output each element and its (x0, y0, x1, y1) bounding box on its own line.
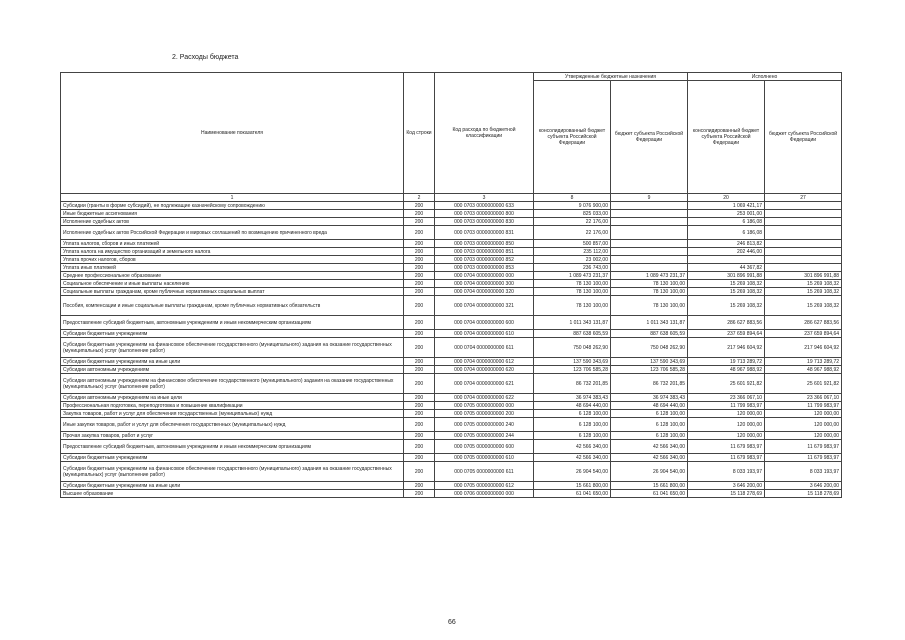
row-executed-consolidated: 15 269 108,32 (688, 280, 765, 288)
row-approved-subject: 78 130 100,00 (611, 288, 688, 296)
row-executed-subject: 8 033 193,97 (765, 462, 842, 482)
row-name: Социальные выплаты гражданам, кроме публичных нормативных социальных выплат (61, 288, 404, 296)
row-budget-code: 000 0704 0000000000 300 (435, 280, 534, 288)
row-budget-code: 000 0703 0000000000 830 (435, 218, 534, 226)
row-executed-consolidated: 6 186,08 (688, 218, 765, 226)
row-approved-subject (611, 256, 688, 264)
row-approved-subject: 78 130 100,00 (611, 296, 688, 316)
row-budget-code: 000 0705 0000000000 240 (435, 418, 534, 432)
table-row (61, 440, 842, 454)
row-line-code: 200 (404, 296, 435, 316)
row-approved-consolidated: 61 041 650,00 (534, 490, 611, 498)
row-executed-consolidated: 25 601 921,82 (688, 374, 765, 394)
row-executed-subject: 120 000,00 (765, 418, 842, 432)
row-executed-subject: 217 946 604,92 (765, 338, 842, 358)
row-executed-consolidated: 202 446,00 (688, 248, 765, 256)
column-number: 9 (611, 194, 688, 202)
row-executed-consolidated: 120 000,00 (688, 410, 765, 418)
budget-expenses-table (60, 72, 842, 498)
column-number: 8 (534, 194, 611, 202)
row-approved-subject (611, 218, 688, 226)
column-number: 3 (435, 194, 534, 202)
row-executed-subject (765, 248, 842, 256)
row-name: Уплата прочих налогов, сборов (61, 256, 404, 264)
row-name: Субсидии бюджетным учреждениям на финансовое обеспечение государственного (муниципального) задания на оказание государственных (муниципальных) услуг (выполнение работ) (61, 462, 404, 482)
row-line-code: 200 (404, 358, 435, 366)
row-name: Субсидии (гранты в форме субсидий), не подлежащие казначейскому сопровождению (61, 202, 404, 210)
row-executed-subject (765, 226, 842, 240)
row-executed-consolidated: 11 679 983,97 (688, 454, 765, 462)
row-approved-consolidated: 86 732 201,85 (534, 374, 611, 394)
row-approved-consolidated: 26 904 540,00 (534, 462, 611, 482)
row-executed-subject: 120 000,00 (765, 432, 842, 440)
row-approved-consolidated: 78 130 100,00 (534, 296, 611, 316)
row-line-code: 200 (404, 226, 435, 240)
row-line-code: 200 (404, 280, 435, 288)
header-approved-subject: бюджет субъекта Российской Федерации (611, 81, 688, 194)
row-line-code: 200 (404, 462, 435, 482)
row-name: Субсидии бюджетным учреждениям на иные цели (61, 358, 404, 366)
row-name: Исполнение судебных актов Российской Федерации и мировых соглашений по возмещению причиненного вреда (61, 226, 404, 240)
row-approved-consolidated: 500 857,00 (534, 240, 611, 248)
row-budget-code: 000 0703 0000000000 831 (435, 226, 534, 240)
row-executed-subject: 15 269 108,32 (765, 288, 842, 296)
row-name: Закупка товаров, работ и услуг для обеспечения государственных (муниципальных) нужд (61, 410, 404, 418)
header-line-code: Код строки (404, 73, 435, 194)
header-executed-subject: бюджет субъекта Российской Федерации (765, 81, 842, 194)
row-name: Субсидии бюджетным учреждениям на иные цели (61, 482, 404, 490)
row-line-code: 200 (404, 316, 435, 330)
row-budget-code: 000 0704 0000000000 321 (435, 296, 534, 316)
row-approved-consolidated: 6 128 100,00 (534, 410, 611, 418)
header-group-approved: Утвержденные бюджетные назначения (534, 73, 688, 81)
row-budget-code: 000 0703 0000000000 633 (435, 202, 534, 210)
table-row (61, 256, 842, 264)
section-title: 2. Расходы бюджета (172, 54, 239, 61)
row-name: Социальное обеспечение и иные выплаты населению (61, 280, 404, 288)
row-budget-code: 000 0703 0000000000 800 (435, 210, 534, 218)
table-row (61, 202, 842, 210)
row-name: Уплата налогов, сборов и иных платежей (61, 240, 404, 248)
row-executed-subject: 11 679 983,97 (765, 440, 842, 454)
row-budget-code: 000 0704 0000000000 320 (435, 288, 534, 296)
row-approved-subject: 1 089 473 231,37 (611, 272, 688, 280)
column-number: 1 (61, 194, 404, 202)
row-line-code: 200 (404, 374, 435, 394)
row-executed-subject: 3 646 200,00 (765, 482, 842, 490)
row-budget-code: 000 0704 0000000000 612 (435, 358, 534, 366)
row-approved-consolidated: 123 706 585,28 (534, 366, 611, 374)
row-budget-code: 000 0705 0000000000 600 (435, 440, 534, 454)
row-name: Исполнение судебных актов (61, 218, 404, 226)
row-approved-consolidated: 48 694 440,00 (534, 402, 611, 410)
row-budget-code: 000 0705 0000000000 244 (435, 432, 534, 440)
row-approved-consolidated: 235 112,00 (534, 248, 611, 256)
table-body (61, 202, 842, 498)
row-name: Субсидии бюджетным учреждениям (61, 454, 404, 462)
row-executed-subject: 120 000,00 (765, 410, 842, 418)
row-executed-consolidated: 23 366 067,10 (688, 394, 765, 402)
row-name: Профессиональная подготовка, переподготовка и повышение квалификации (61, 402, 404, 410)
row-name: Субсидии автономным учреждениям (61, 366, 404, 374)
row-executed-consolidated (688, 256, 765, 264)
table-row (61, 432, 842, 440)
row-executed-consolidated: 15 118 278,69 (688, 490, 765, 498)
row-budget-code: 000 0705 0000000000 200 (435, 410, 534, 418)
row-executed-consolidated: 286 627 883,56 (688, 316, 765, 330)
row-executed-subject: 19 713 289,72 (765, 358, 842, 366)
row-executed-subject: 48 967 988,92 (765, 366, 842, 374)
row-approved-subject: 6 128 100,00 (611, 410, 688, 418)
row-approved-consolidated: 78 130 100,00 (534, 288, 611, 296)
row-approved-subject (611, 210, 688, 218)
table-row (61, 226, 842, 240)
row-name: Иные бюджетные ассигнования (61, 210, 404, 218)
row-approved-consolidated: 825 033,00 (534, 210, 611, 218)
table-row (61, 402, 842, 410)
table-row (61, 462, 842, 482)
row-executed-subject (765, 218, 842, 226)
row-budget-code: 000 0703 0000000000 852 (435, 256, 534, 264)
row-approved-consolidated: 42 566 340,00 (534, 454, 611, 462)
row-line-code: 200 (404, 490, 435, 498)
row-approved-subject: 6 128 100,00 (611, 432, 688, 440)
row-executed-consolidated: 1 069 421,17 (688, 202, 765, 210)
row-line-code: 200 (404, 440, 435, 454)
row-approved-consolidated: 22 176,00 (534, 226, 611, 240)
row-approved-subject: 887 638 605,59 (611, 330, 688, 338)
column-number: 2 (404, 194, 435, 202)
row-approved-consolidated: 9 076 900,00 (534, 202, 611, 210)
row-name: Субсидии автономным учреждениям на финансовое обеспечение государственного (муниципального) задания на оказание государственных (муниципальных) услуг (выполнение работ) (61, 374, 404, 394)
table-row (61, 316, 842, 330)
row-approved-subject (611, 264, 688, 272)
row-line-code: 200 (404, 338, 435, 358)
row-executed-subject (765, 202, 842, 210)
table-row (61, 490, 842, 498)
row-executed-subject: 301 896 991,88 (765, 272, 842, 280)
row-approved-subject: 1 011 343 131,87 (611, 316, 688, 330)
row-line-code: 200 (404, 432, 435, 440)
row-line-code: 200 (404, 410, 435, 418)
row-name: Субсидии бюджетным учреждениям (61, 330, 404, 338)
row-line-code: 200 (404, 210, 435, 218)
row-executed-subject (765, 210, 842, 218)
row-approved-subject: 750 048 262,90 (611, 338, 688, 358)
row-line-code: 200 (404, 272, 435, 280)
row-executed-subject: 11 799 983,97 (765, 402, 842, 410)
header-executed-consolidated: консолидированный бюджет субъекта Российской Федерации (688, 81, 765, 194)
header-budget-classification-code: Код расхода по бюджетной классификации (435, 73, 534, 194)
row-name: Иные закупки товаров, работ и услуг для обеспечения государственных (муниципальных) нужд (61, 418, 404, 432)
row-executed-subject: 15 269 108,32 (765, 280, 842, 288)
row-executed-consolidated: 120 000,00 (688, 418, 765, 432)
row-budget-code: 000 0704 0000000000 622 (435, 394, 534, 402)
row-executed-consolidated: 301 896 991,88 (688, 272, 765, 280)
row-executed-subject: 286 627 883,56 (765, 316, 842, 330)
row-executed-subject (765, 240, 842, 248)
row-approved-consolidated: 22 176,00 (534, 218, 611, 226)
header-group-executed: Исполнено (688, 73, 842, 81)
row-name: Уплата налога на имущество организаций и земельного налога (61, 248, 404, 256)
row-budget-code: 000 0704 0000000000 600 (435, 316, 534, 330)
row-name: Среднее профессиональное образование (61, 272, 404, 280)
row-line-code: 200 (404, 330, 435, 338)
table-row (61, 366, 842, 374)
row-name: Высшее образование (61, 490, 404, 498)
row-budget-code: 000 0704 0000000000 000 (435, 272, 534, 280)
row-name: Предоставление субсидий бюджетным, автономным учреждениям и иным некоммерческим организациям (61, 316, 404, 330)
row-name: Предоставление субсидий бюджетным, автономным учреждениям и иным некоммерческим организациям (61, 440, 404, 454)
row-budget-code: 000 0705 0000000000 611 (435, 462, 534, 482)
row-line-code: 200 (404, 288, 435, 296)
table-row (61, 272, 842, 280)
row-executed-subject (765, 256, 842, 264)
table-row (61, 418, 842, 432)
row-budget-code: 000 0704 0000000000 621 (435, 374, 534, 394)
table-row (61, 338, 842, 358)
header-indicator-name: Наименование показателя (61, 73, 404, 194)
row-approved-subject: 123 706 585,28 (611, 366, 688, 374)
table-row (61, 240, 842, 248)
row-line-code: 200 (404, 218, 435, 226)
row-approved-subject: 48 694 440,00 (611, 402, 688, 410)
table-row (61, 410, 842, 418)
row-approved-consolidated: 750 048 262,90 (534, 338, 611, 358)
row-name: Пособия, компенсации и иные социальные выплаты гражданам, кроме публичных нормативных обязательств (61, 296, 404, 316)
row-approved-subject: 137 590 343,69 (611, 358, 688, 366)
row-approved-consolidated: 6 128 100,00 (534, 432, 611, 440)
table-row (61, 454, 842, 462)
row-budget-code: 000 0703 0000000000 853 (435, 264, 534, 272)
row-approved-subject: 42 566 340,00 (611, 454, 688, 462)
row-executed-consolidated: 8 033 193,97 (688, 462, 765, 482)
row-executed-consolidated: 253 001,00 (688, 210, 765, 218)
row-name: Субсидии автономным учреждениям на иные цели (61, 394, 404, 402)
row-approved-consolidated: 137 590 343,69 (534, 358, 611, 366)
row-budget-code: 000 0703 0000000000 850 (435, 240, 534, 248)
row-budget-code: 000 0704 0000000000 610 (435, 330, 534, 338)
row-line-code: 200 (404, 240, 435, 248)
row-budget-code: 000 0704 0000000000 620 (435, 366, 534, 374)
row-executed-subject: 15 269 108,32 (765, 296, 842, 316)
row-budget-code: 000 0705 0000000000 000 (435, 402, 534, 410)
row-executed-consolidated: 6 186,08 (688, 226, 765, 240)
row-name: Уплата иных платежей (61, 264, 404, 272)
row-executed-consolidated: 3 646 200,00 (688, 482, 765, 490)
row-approved-subject: 78 130 100,00 (611, 280, 688, 288)
row-line-code: 200 (404, 402, 435, 410)
table-row (61, 374, 842, 394)
row-executed-consolidated: 44 367,82 (688, 264, 765, 272)
column-number: 20 (688, 194, 765, 202)
row-executed-consolidated: 11 799 983,97 (688, 402, 765, 410)
row-executed-subject: 11 679 983,97 (765, 454, 842, 462)
row-executed-consolidated: 11 679 983,97 (688, 440, 765, 454)
row-executed-subject: 237 659 894,64 (765, 330, 842, 338)
row-name: Субсидии бюджетным учреждениям на финансовое обеспечение государственного (муниципального) задания на оказание государственных (муниципальных) услуг (выполнение работ) (61, 338, 404, 358)
table-row (61, 358, 842, 366)
row-executed-subject: 25 601 921,82 (765, 374, 842, 394)
row-executed-consolidated: 237 659 894,64 (688, 330, 765, 338)
row-line-code: 200 (404, 394, 435, 402)
row-approved-consolidated: 23 002,00 (534, 256, 611, 264)
table-row (61, 288, 842, 296)
page-number: 66 (448, 619, 456, 626)
row-executed-consolidated: 15 269 108,32 (688, 296, 765, 316)
row-approved-subject: 36 974 383,43 (611, 394, 688, 402)
row-budget-code: 000 0705 0000000000 610 (435, 454, 534, 462)
row-executed-subject (765, 264, 842, 272)
row-approved-consolidated: 887 638 605,59 (534, 330, 611, 338)
row-line-code: 200 (404, 264, 435, 272)
row-executed-subject: 15 118 278,69 (765, 490, 842, 498)
table-row (61, 264, 842, 272)
table-row (61, 394, 842, 402)
row-line-code: 200 (404, 454, 435, 462)
row-approved-subject (611, 202, 688, 210)
header-approved-consolidated: консолидированный бюджет субъекта Российской Федерации (534, 81, 611, 194)
row-executed-consolidated: 48 967 988,92 (688, 366, 765, 374)
table-row (61, 218, 842, 226)
row-approved-consolidated: 78 130 100,00 (534, 280, 611, 288)
table-row (61, 330, 842, 338)
row-executed-consolidated: 246 813,82 (688, 240, 765, 248)
row-approved-consolidated: 42 566 340,00 (534, 440, 611, 454)
row-approved-consolidated: 36 974 383,43 (534, 394, 611, 402)
table-row (61, 482, 842, 490)
row-approved-subject: 42 566 340,00 (611, 440, 688, 454)
row-budget-code: 000 0705 0000000000 612 (435, 482, 534, 490)
row-approved-consolidated: 6 128 100,00 (534, 418, 611, 432)
row-executed-consolidated: 120 000,00 (688, 432, 765, 440)
row-approved-subject (611, 226, 688, 240)
row-approved-consolidated: 15 661 800,00 (534, 482, 611, 490)
row-approved-subject: 26 904 540,00 (611, 462, 688, 482)
table-row (61, 280, 842, 288)
row-approved-consolidated: 1 011 343 131,87 (534, 316, 611, 330)
row-line-code: 200 (404, 248, 435, 256)
row-approved-consolidated: 236 743,00 (534, 264, 611, 272)
table-row (61, 248, 842, 256)
row-approved-consolidated: 1 089 473 231,37 (534, 272, 611, 280)
row-line-code: 200 (404, 418, 435, 432)
table-row (61, 296, 842, 316)
row-approved-subject: 86 732 201,85 (611, 374, 688, 394)
row-name: Прочая закупка товаров, работ и услуг (61, 432, 404, 440)
row-budget-code: 000 0704 0000000000 611 (435, 338, 534, 358)
row-executed-consolidated: 217 946 604,92 (688, 338, 765, 358)
row-budget-code: 000 0706 0000000000 000 (435, 490, 534, 498)
row-line-code: 200 (404, 482, 435, 490)
row-approved-subject (611, 240, 688, 248)
row-approved-subject: 6 128 100,00 (611, 418, 688, 432)
row-budget-code: 000 0703 0000000000 851 (435, 248, 534, 256)
row-executed-consolidated: 15 269 108,32 (688, 288, 765, 296)
row-executed-consolidated: 19 713 289,72 (688, 358, 765, 366)
row-line-code: 200 (404, 256, 435, 264)
row-approved-subject: 61 041 650,00 (611, 490, 688, 498)
row-executed-subject: 23 366 067,10 (765, 394, 842, 402)
row-line-code: 200 (404, 202, 435, 210)
row-approved-subject (611, 248, 688, 256)
table-row (61, 210, 842, 218)
row-line-code: 200 (404, 366, 435, 374)
column-number: 27 (765, 194, 842, 202)
row-approved-subject: 15 661 800,00 (611, 482, 688, 490)
